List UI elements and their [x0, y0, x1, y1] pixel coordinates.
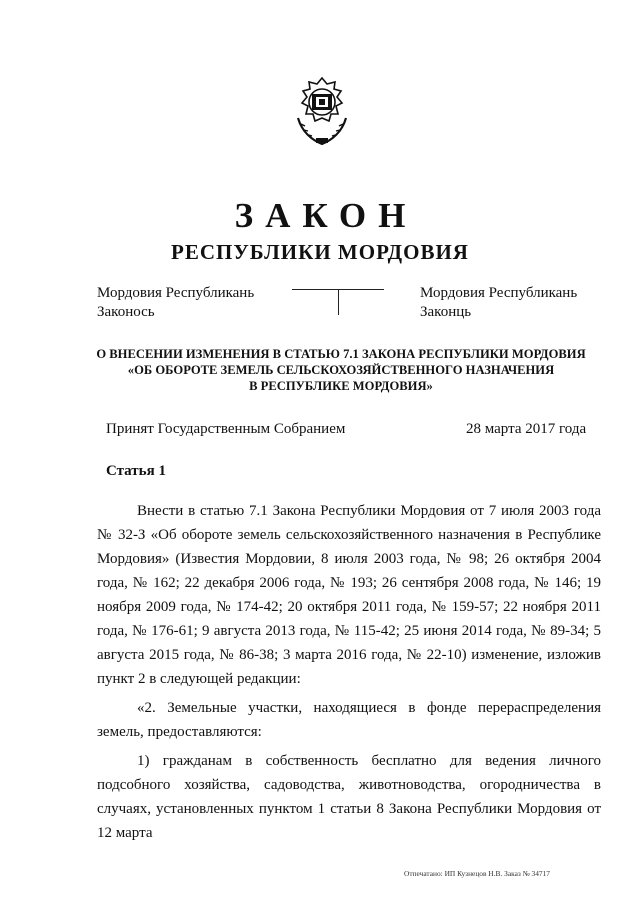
- erzya-title-line: Законць: [420, 304, 472, 320]
- article-paragraph: «2. Земельные участки, находящиеся в фонде перераспределения земель, предоставляются:: [97, 700, 601, 740]
- article-paragraph: 1) гражданам в собственность бесплатно для ведения личного подсобного хозяйства, садоводства, животноводства, огородничества в случаях, установленных пунктом 1 статьи 8 Закона Республики Мордовия от 12 марта: [97, 753, 601, 841]
- article-body: [97, 499, 601, 850]
- law-subject-line: «ОБ ОБОРОТЕ ЗЕМЕЛЬ СЕЛЬСКОХОЗЯЙСТВЕННОГО НАЗНАЧЕНИЯ: [127, 363, 555, 377]
- law-subject-line: В РЕСПУБЛИКЕ МОРДОВИЯ»: [249, 379, 433, 393]
- mordovia-coat-of-arms-icon: [290, 74, 354, 148]
- erzya-title-line: Мордовия Республикань: [420, 285, 578, 301]
- article-heading: Статья 1: [106, 463, 166, 479]
- law-title: ЗАКОН: [234, 196, 418, 235]
- moksha-title-line: Законось: [97, 304, 155, 320]
- republic-title: РЕСПУБЛИКИ МОРДОВИЯ: [171, 240, 469, 264]
- title-divider-vertical: [338, 289, 339, 315]
- print-note: Отпечатано: ИП Кузнецов Н.В. Заказ № 34717: [404, 869, 551, 878]
- law-subject: [52, 346, 630, 394]
- article-paragraph: Внести в статью 7.1 Закона Республики Мордовия от 7 июля 2003 года № 32-З «Об обороте земель сельскохозяйственного назначения в Республике Мордовия» (Известия Мордовии, 8 июля 2003 года, № 98; 26 октября 2004 года, № 162; 22 декабря 2006 года, № 193; 26 сентября 2008 года, № 146; 19 ноября 2009 года, № 174-42; 20 октября 2011 года, № 159-57; 22 ноября 2011 года, № 176-61; 9 августа 2013 года, № 115-42; 25 июня 2014 года, № 89-34; 5 августа 2015 года, № 86-38; 3 марта 2016 года, № 22-10) изменение, изложив пункт 2 в следующей редакции:: [97, 503, 601, 687]
- moksha-title-line: Мордовия Республикань: [97, 285, 255, 301]
- law-subject-line: О ВНЕСЕНИИ ИЗМЕНЕНИЯ В СТАТЬЮ 7.1 ЗАКОНА РЕСПУБЛИКИ МОРДОВИЯ: [96, 347, 586, 361]
- erzya-title-block: [420, 284, 577, 322]
- adopted-date: 28 марта 2017 года: [466, 421, 587, 437]
- moksha-title-block: [97, 284, 254, 322]
- adopted-by: Принят Государственным Собранием: [106, 421, 346, 437]
